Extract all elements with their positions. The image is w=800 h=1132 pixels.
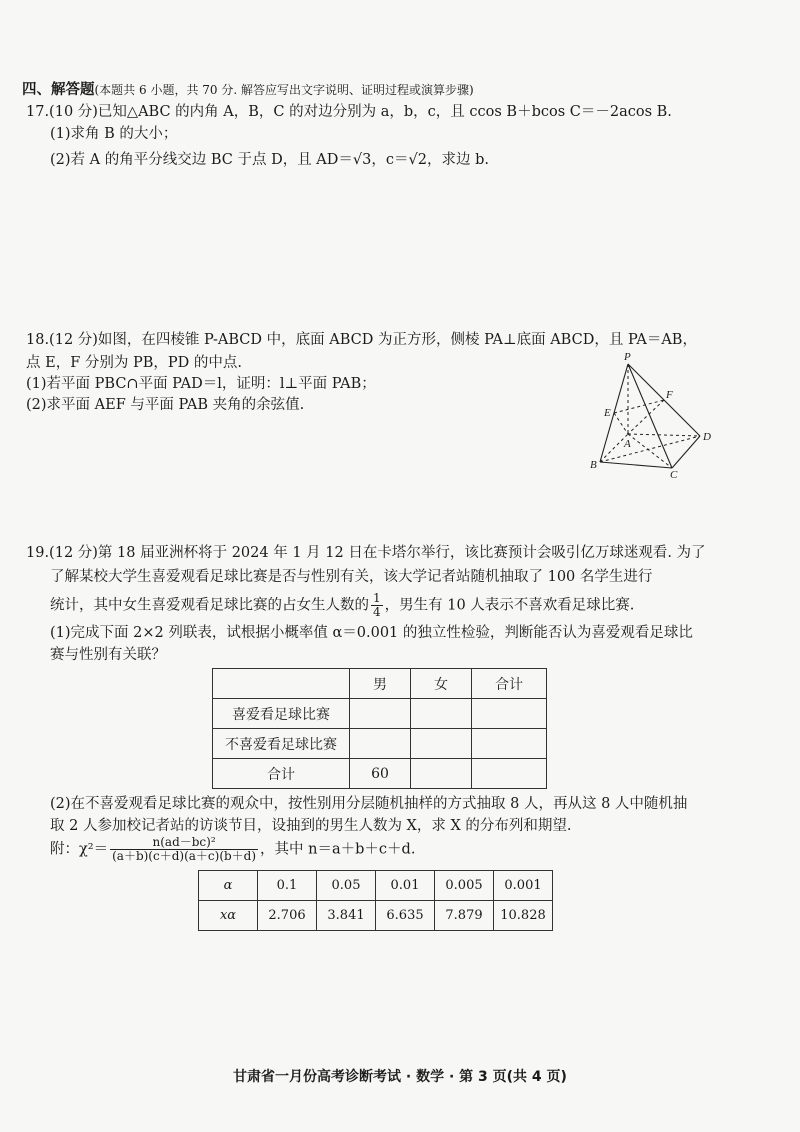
table-cell: 0.1 <box>258 871 317 901</box>
table-cell <box>411 699 472 729</box>
table-cell <box>350 699 411 729</box>
label-b: B <box>590 459 597 471</box>
table-cell: 喜爱看足球比赛 <box>213 699 350 729</box>
table-cell: 合计 <box>213 759 350 789</box>
q19-part1-cont: 赛与性别有关联？ <box>50 647 166 663</box>
table-cell: 0.05 <box>317 871 376 901</box>
q17-part1: (1)求角 B 的大小； <box>50 126 178 142</box>
page-footer: 甘肃省一月份高考诊断考试 · 数学 · 第 3 页(共 4 页) <box>233 1069 567 1085</box>
table-cell: xα <box>199 901 258 931</box>
table-cell: 10.828 <box>494 901 553 931</box>
q18-part1: (1)若平面 PBC∩平面 PAD＝l，证明：l⊥平面 PAB； <box>26 376 376 392</box>
table-row <box>213 699 547 729</box>
frac-num: 1 <box>373 591 381 605</box>
table-row <box>199 901 553 931</box>
table-cell: 2.706 <box>258 901 317 931</box>
q17-stem: 17.(10 分)已知△ABC 的内角 A，B，C 的对边分别为 a，b，c，且 ccos B＋bcos C＝－2acos B. <box>26 104 672 120</box>
q19-part2-cont: 取 2 人参加校记者站的访谈节目，设抽到的男生人数为 X，求 X 的分布列和期望. <box>50 818 572 834</box>
table-cell <box>411 759 472 789</box>
q18-stem-2: 点 E，F 分别为 PB，PD 的中点. <box>26 355 242 371</box>
table-cell: 60 <box>350 759 411 789</box>
q19-stem-3b: ，男生有 10 人表示不喜欢看足球比赛. <box>384 597 635 614</box>
table-cell: 3.841 <box>317 901 376 931</box>
label-d: D <box>703 431 711 443</box>
table-cell <box>472 699 547 729</box>
q18-part2: (2)求平面 AEF 与平面 PAB 夹角的余弦值. <box>26 397 305 413</box>
table-header-cell: 女 <box>411 669 472 699</box>
table-cell: 0.001 <box>494 871 553 901</box>
section-head: 四、解答题 <box>22 82 95 98</box>
q19-stem-3a: 统计，其中女生喜爱观看足球比赛的占女生人数的 <box>50 597 369 614</box>
table-row <box>199 871 553 901</box>
critical-value-table <box>198 870 553 931</box>
table-header-cell <box>213 669 350 699</box>
table-cell <box>472 729 547 759</box>
table-cell: 7.879 <box>435 901 494 931</box>
table-cell: 不喜爱看足球比赛 <box>213 729 350 759</box>
pyramid-figure <box>580 350 720 480</box>
label-a: A <box>624 438 631 450</box>
formula-suffix: ，其中 n＝a＋b＋c＋d. <box>260 841 416 858</box>
q18-stem: 18.(12 分)如图，在四棱锥 P-ABCD 中，底面 ABCD 为正方形，侧棱 PA⊥底面 ABCD，且 PA＝AB， <box>26 332 697 348</box>
section-heading <box>22 78 474 99</box>
table-header-cell: 男 <box>350 669 411 699</box>
formula-fraction <box>110 836 258 863</box>
q19-part1: (1)完成下面 2×2 列联表，试根据小概率值 α＝0.001 的独立性检验，判断能否认为喜爱观看足球比 <box>50 625 693 641</box>
chi-square-formula <box>50 836 415 863</box>
label-f: F <box>666 389 673 401</box>
formula-prefix: 附：χ²＝ <box>50 841 109 858</box>
frac-den: 4 <box>373 605 381 620</box>
contingency-table <box>212 668 547 789</box>
q19-stem: 19.(12 分)第 18 届亚洲杯将于 2024 年 1 月 12 日在卡塔尔举行，该比赛预计会吸引亿万球迷观看. 为了 <box>26 545 706 561</box>
q19-stem-3 <box>50 592 634 619</box>
table-cell: 6.635 <box>376 901 435 931</box>
table-row <box>213 729 547 759</box>
table-cell <box>472 759 547 789</box>
q17-part2: (2)若 A 的角平分线交边 BC 于点 D，且 AD＝√3，c＝√2，求边 b. <box>50 152 489 168</box>
table-cell <box>350 729 411 759</box>
table-cell: 0.005 <box>435 871 494 901</box>
table-row <box>213 759 547 789</box>
label-e: E <box>604 407 611 419</box>
label-c: C <box>670 469 678 480</box>
table-cell: α <box>199 871 258 901</box>
table-cell <box>411 729 472 759</box>
formula-den: (a＋b)(c＋d)(a＋c)(b＋d) <box>112 849 257 864</box>
table-header-cell: 合计 <box>472 669 547 699</box>
section-note: (本题共 6 小题，共 70 分. 解答应写出文字说明、证明过程或演算步骤) <box>94 83 474 97</box>
table-cell: 0.01 <box>376 871 435 901</box>
formula-num: n(ad－bc)² <box>110 836 258 850</box>
q19-part2: (2)在不喜爱观看足球比赛的观众中，按性别用分层随机抽样的方式抽取 8 人，再从这 8 人中随机抽 <box>50 796 688 812</box>
fraction-one-quarter <box>371 592 383 619</box>
q19-stem-2: 了解某校大学生喜爱观看足球比赛是否与性别有关，该大学记者站随机抽取了 100 名学生进行 <box>50 569 653 585</box>
label-p: P <box>624 351 631 363</box>
